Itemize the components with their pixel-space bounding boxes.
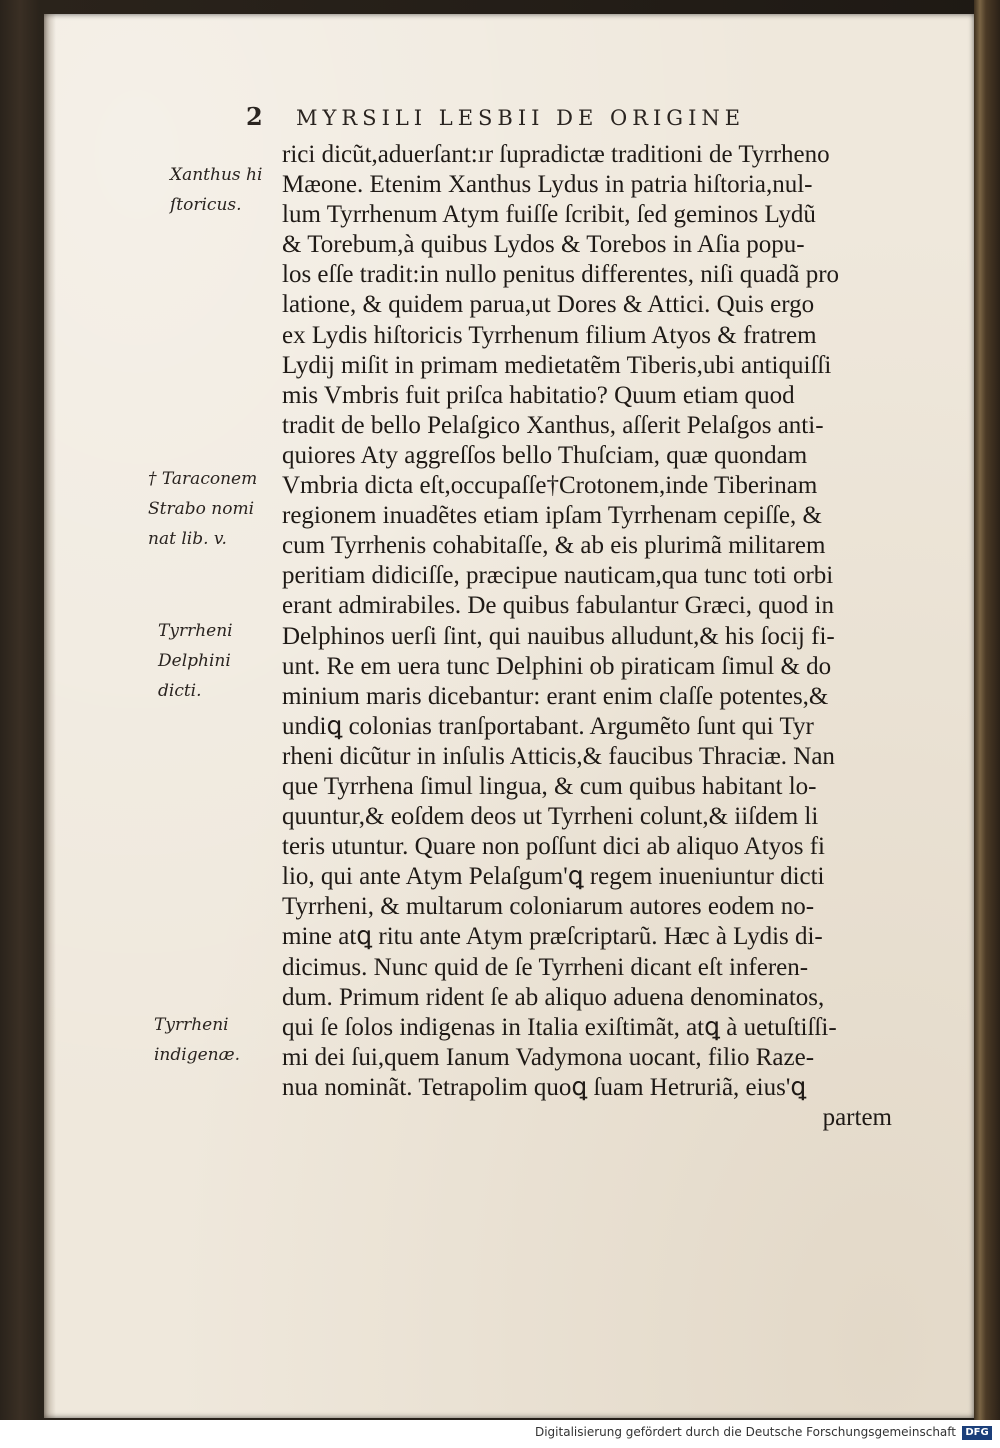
marginal-note-taraconem [148,464,257,554]
marginal-note-line: † Taraconem [148,469,258,489]
text-line: quiores Aty aggreſſos bello Thuſciam, quæ quondam [282,441,808,469]
marginal-note-line: Tyrrheni [158,621,233,641]
text-line: undiꝗ colonias tranſportabant. Argumẽto ſunt qui Tyr [282,712,814,740]
text-line: tradit de bello Pelaſgico Xanthus, aſſerit Pelaſgos anti- [282,411,824,439]
text-line: Vmbria dicta eſt,occupaſſe†Crotonem,inde Tiberinam [282,472,818,500]
marginal-note-line: Tyrrheni [154,1015,229,1035]
marginal-note-line: Strabo nomi [148,499,255,519]
text-line: Lydij miſit in primam medietatẽm Tiberis,ubi antiquiſſi [282,351,832,379]
text-line: minium maris dicebantur: erant enim claſſe potentes,& [282,682,829,710]
marginal-note-indigenae [154,1010,240,1070]
text-line: dum. Primum rident ſe ab aliquo aduena denominatos, [282,983,825,1011]
text-line: mi dei ſui,quem Ianum Vadymona uocant, filio Raze- [282,1043,815,1071]
text-line: los eſſe tradit:in nullo penitus differentes, niſi quadã pro [282,261,840,289]
text-line: lum Tyrrhenum Atym fuiſſe ſcribit, ſed geminos Lydũ [282,201,816,229]
text-line: dicimus. Nunc quid de ſe Tyrrheni dicant eſt inferen- [282,953,809,981]
marginal-note-line: nat lib. v. [148,529,227,549]
text-line: quuntur,& eoſdem deos ut Tyrrheni colunt,& iiſdem li [282,803,819,831]
text-line: latione, & quidem parua,ut Dores & Attici. Quis ergo [282,291,815,319]
text-line: & Torebum,à quibus Lydos & Torebos in Aſia popu- [282,231,805,259]
running-title: MYRSILI LESBII DE ORIGINE [296,106,746,130]
text-line: unt. Re em uera tunc Delphini ob piraticam ſimul & do [282,652,832,680]
text-line: mis Vmbris fuit priſca habitatio? Quum etiam quod [282,381,795,409]
text-line: qui ſe ſolos indigenas in Italia exiſtimãt, atꝗ à uetuſtiſſi- [282,1013,837,1041]
marginal-note-line: indigenæ. [154,1045,240,1065]
text-line: Tyrrheni, & multarum coloniarum autores eodem no- [282,893,815,921]
text-line: que Tyrrhena ſimul lingua, & cum quibus habitant lo- [282,772,817,800]
marginal-note-xanthus [170,160,262,220]
marginal-note-line: ſtoricus. [170,195,242,215]
body-text [282,140,892,1133]
footer-bar [0,1420,1000,1448]
marginal-note-line: Xanthus hi [170,165,263,185]
text-line: regionem inuadẽtes etiam ipſam Tyrrhenam cepiſſe, & [282,502,822,530]
text-line: peritiam didiciſſe, præcipue nauticam,qua tunc toti orbi [282,562,834,590]
book-edge [974,0,1000,1448]
text-line: lio, qui ante Atym Pelaſgum'ꝗ regem inueniuntur dicti [282,863,825,891]
catchword: partem [822,1104,892,1131]
page-number: 2 [246,102,263,131]
text-line: mine atꝗ ritu ante Atym præſcriptarũ. Hæc à Lydis di- [282,923,823,951]
text-line: ex Lydis hiſtoricis Tyrrhenum filium Atyos & fratrem [282,321,817,349]
text-line: nua nominãt. Tetrapolim quoꝗ ſuam Hetruriã, eius'ꝗ [282,1073,807,1101]
page-gutter-shadow [44,14,56,1418]
funding-credit: Digitalisierung gefördert durch die Deutsche Forschungsgemeinschaft [534,1425,956,1439]
marginal-note-line: dicti. [158,681,202,701]
dfg-logo-icon: DFG [962,1426,992,1440]
text-line: teris utuntur. Quare non poſſunt dici ab aliquo Atyos fi [282,833,825,861]
marginal-note-line: Delphini [158,651,231,671]
text-line: rheni dicũtur in inſulis Atticis,& faucibus Thraciæ. Nan [282,742,835,770]
text-line: cum Tyrrhenis cohabitaſſe, & ab eis plurimã militarem [282,532,826,560]
text-line: erant admirabiles. De quibus fabulantur Græci, quod in [282,592,834,620]
marginal-note-delphini [158,616,233,706]
text-line: Delphinos uerſi ſint, qui nauibus alludunt,& his ſocij fi- [282,622,835,650]
text-line: rici dicũt,aduerſant:ır ſupradictæ traditioni de Tyrrheno [282,141,830,168]
text-line: Mæone. Etenim Xanthus Lydus in patria hiſtoria,nul- [282,171,813,199]
